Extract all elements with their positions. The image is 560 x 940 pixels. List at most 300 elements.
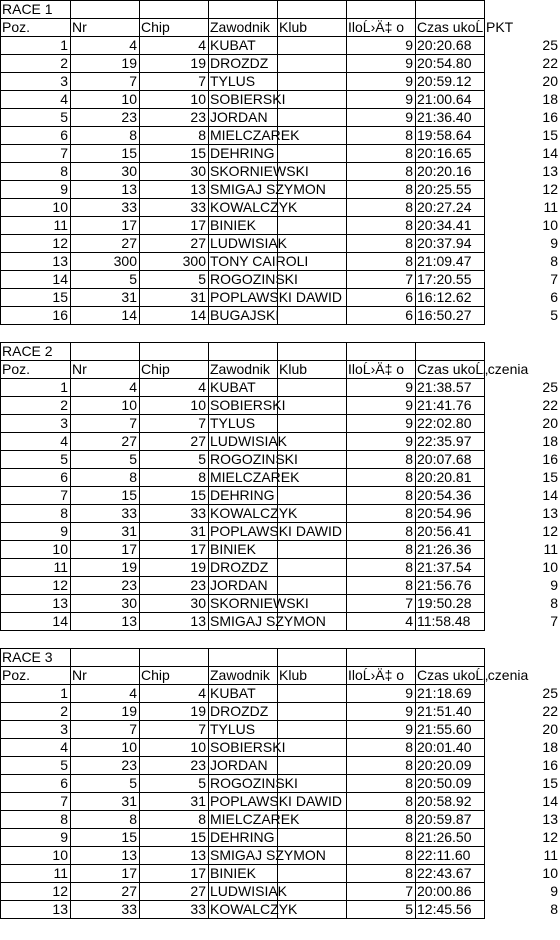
cell-chip: 14 [190, 307, 206, 323]
cell-points: 25 [542, 37, 558, 53]
cell-laps: 5 [405, 901, 413, 917]
cell-chip: 5 [198, 271, 206, 287]
cell-points: 9 [550, 577, 558, 593]
cell-number: 23 [121, 109, 137, 125]
cell-laps: 8 [405, 865, 413, 881]
cell-number: 31 [121, 523, 137, 539]
cell-points: 12 [542, 523, 558, 539]
cell-rider: POPLAWSKI DAWID [210, 523, 342, 539]
cell-points: 22 [542, 703, 558, 719]
cell-chip: 17 [190, 217, 206, 233]
cell-position: 13 [52, 595, 68, 611]
header-time: Czas ukoĹ„czenia [417, 361, 529, 377]
cell-laps: 9 [405, 685, 413, 701]
cell-rider: DEHRING [210, 829, 275, 845]
cell-rider: MIELCZAREK [210, 469, 300, 485]
cell-number: 10 [121, 739, 137, 755]
cell-chip: 10 [190, 91, 206, 107]
cell-number: 30 [121, 595, 137, 611]
cell-time: 22:43.67 [417, 865, 472, 881]
cell-position: 6 [60, 127, 68, 143]
cell-points: 9 [550, 883, 558, 899]
cell-laps: 8 [405, 127, 413, 143]
cell-time: 21:56.76 [417, 577, 472, 593]
cell-chip: 7 [198, 415, 206, 431]
cell-position: 11 [53, 217, 68, 233]
cell-number: 19 [121, 703, 137, 719]
cell-position: 8 [60, 505, 68, 521]
cell-rider: MIELCZAREK [210, 811, 300, 827]
cell-rider: JORDAN [210, 757, 268, 773]
cell-points: 6 [550, 289, 558, 305]
cell-time: 22:35.97 [417, 433, 472, 449]
cell-rider: DROZDZ [210, 559, 269, 575]
cell-chip: 27 [190, 235, 206, 251]
grid-line [0, 630, 485, 631]
header-club: Klub [279, 19, 308, 35]
cell-position: 6 [60, 775, 68, 791]
cell-number: 4 [129, 685, 137, 701]
cell-laps: 7 [405, 595, 413, 611]
cell-laps: 9 [405, 55, 413, 71]
cell-laps: 9 [405, 73, 413, 89]
cell-rider: KUBAT [210, 685, 256, 701]
cell-number: 17 [121, 865, 137, 881]
cell-position: 13 [52, 253, 68, 269]
cell-time: 21:41.76 [417, 397, 472, 413]
cell-position: 5 [60, 451, 68, 467]
cell-rider: SOBIERSKI [210, 739, 286, 755]
cell-number: 13 [121, 613, 137, 629]
cell-points: 10 [542, 865, 558, 881]
cell-rider: ROGOZINSKI [210, 775, 298, 791]
cell-chip: 33 [190, 901, 206, 917]
cell-points: 16 [542, 757, 558, 773]
cell-points: 18 [542, 91, 558, 107]
cell-time: 21:36.40 [417, 109, 472, 125]
cell-laps: 9 [405, 109, 413, 125]
cell-laps: 8 [405, 163, 413, 179]
cell-position: 8 [60, 163, 68, 179]
cell-number: 31 [121, 289, 137, 305]
cell-points: 10 [542, 559, 558, 575]
cell-points: 18 [542, 739, 558, 755]
cell-position: 1 [60, 685, 68, 701]
cell-points: 20 [542, 721, 558, 737]
cell-number: 300 [113, 253, 137, 269]
cell-points: 10 [542, 217, 558, 233]
cell-points: 18 [542, 433, 558, 449]
header-chip: Chip [141, 19, 170, 35]
cell-position: 8 [60, 811, 68, 827]
cell-chip: 5 [198, 451, 206, 467]
cell-points: 15 [542, 127, 558, 143]
cell-position: 6 [60, 469, 68, 485]
cell-number: 5 [129, 271, 137, 287]
cell-number: 19 [121, 55, 137, 71]
cell-laps: 8 [405, 739, 413, 755]
cell-chip: 30 [190, 595, 206, 611]
header-points [484, 360, 560, 378]
cell-chip: 4 [198, 379, 206, 395]
header-chip: Chip [141, 667, 170, 683]
cell-time: 21:26.36 [417, 541, 472, 557]
cell-rider: KOWALCZYK [210, 505, 298, 521]
cell-time: 17:20.55 [417, 271, 472, 287]
cell-chip: 23 [190, 109, 206, 125]
cell-position: 12 [52, 577, 68, 593]
cell-laps: 9 [405, 397, 413, 413]
cell-points: 16 [542, 109, 558, 125]
cell-rider: DROZDZ [210, 703, 269, 719]
cell-rider: SOBIERSKI [210, 397, 286, 413]
header-points [484, 666, 560, 684]
header-number: Nr [72, 19, 87, 35]
header-position: Poz. [2, 19, 31, 35]
cell-rider: TYLUS [210, 73, 256, 89]
header-position: Poz. [2, 361, 31, 377]
cell-time: 21:37.54 [417, 559, 472, 575]
cell-number: 5 [129, 775, 137, 791]
cell-rider: BUGAJSKI [210, 307, 280, 323]
cell-points: 16 [542, 451, 558, 467]
cell-position: 14 [52, 613, 68, 629]
cell-number: 27 [121, 883, 137, 899]
cell-laps: 8 [405, 451, 413, 467]
cell-number: 4 [129, 37, 137, 53]
cell-laps: 8 [405, 559, 413, 575]
cell-number: 4 [129, 379, 137, 395]
cell-rider: DROZDZ [210, 55, 269, 71]
cell-number: 23 [121, 577, 137, 593]
cell-time: 20:27.24 [417, 199, 472, 215]
cell-time: 20:59.12 [417, 73, 472, 89]
cell-number: 17 [121, 217, 137, 233]
cell-position: 13 [52, 901, 68, 917]
cell-points: 14 [542, 145, 558, 161]
cell-position: 12 [52, 883, 68, 899]
header-number: Nr [72, 361, 87, 377]
cell-rider: KUBAT [210, 37, 256, 53]
header-laps: IloĹ›Ä‡ o [348, 361, 405, 377]
cell-number: 7 [129, 415, 137, 431]
cell-rider: LUDWISIAK [210, 883, 288, 899]
cell-number: 19 [121, 559, 137, 575]
cell-points: 5 [550, 307, 558, 323]
race-title: RACE 3 [2, 649, 53, 665]
cell-rider: KUBAT [210, 379, 256, 395]
cell-points: 8 [550, 595, 558, 611]
cell-laps: 8 [405, 523, 413, 539]
cell-laps: 6 [405, 307, 413, 323]
header-rider: Zawodnik [210, 361, 270, 377]
cell-time: 22:11.60 [417, 847, 471, 863]
cell-points: 8 [550, 901, 558, 917]
cell-position: 9 [60, 523, 68, 539]
cell-chip: 23 [190, 757, 206, 773]
cell-position: 7 [60, 793, 68, 809]
cell-rider: JORDAN [210, 577, 268, 593]
race-title: RACE 1 [2, 1, 53, 17]
cell-laps: 9 [405, 703, 413, 719]
cell-rider: SKORNIEWSKI [210, 163, 309, 179]
cell-points: 9 [550, 235, 558, 251]
cell-rider: BINIEK [210, 865, 256, 881]
cell-points: 13 [542, 811, 558, 827]
cell-number: 8 [129, 469, 137, 485]
cell-laps: 8 [405, 847, 413, 863]
cell-time: 20:01.40 [417, 739, 472, 755]
cell-laps: 7 [405, 271, 413, 287]
cell-chip: 19 [190, 55, 206, 71]
cell-laps: 9 [405, 91, 413, 107]
cell-rider: BINIEK [210, 541, 256, 557]
cell-time: 20:34.41 [417, 217, 472, 233]
cell-chip: 7 [198, 721, 206, 737]
cell-chip: 13 [190, 613, 206, 629]
cell-points: 15 [542, 775, 558, 791]
cell-rider: ROGOZINSKI [210, 451, 298, 467]
cell-chip: 31 [190, 523, 206, 539]
cell-chip: 10 [190, 397, 206, 413]
cell-position: 1 [60, 37, 68, 53]
cell-points: 13 [542, 505, 558, 521]
cell-laps: 9 [405, 37, 413, 53]
cell-laps: 9 [405, 379, 413, 395]
cell-points: 25 [542, 379, 558, 395]
cell-position: 2 [60, 397, 68, 413]
cell-number: 7 [129, 721, 137, 737]
cell-laps: 8 [405, 775, 413, 791]
cell-chip: 27 [190, 883, 206, 899]
cell-time: 21:51.40 [417, 703, 472, 719]
cell-time: 20:56.41 [417, 523, 472, 539]
cell-number: 14 [121, 307, 137, 323]
cell-rider: SOBIERSKI [210, 91, 286, 107]
cell-time: 20:54.80 [417, 55, 472, 71]
cell-position: 3 [60, 415, 68, 431]
cell-chip: 15 [190, 829, 206, 845]
header-time: Czas ukoĹ„czenia [417, 667, 529, 683]
grid-line [0, 918, 485, 919]
cell-time: 20:54.36 [417, 487, 472, 503]
cell-time: 20:20.09 [417, 757, 472, 773]
cell-time: 21:38.57 [417, 379, 472, 395]
cell-number: 7 [129, 73, 137, 89]
cell-rider: KOWALCZYK [210, 901, 298, 917]
cell-laps: 8 [405, 541, 413, 557]
cell-number: 27 [121, 433, 137, 449]
cell-points: 25 [542, 685, 558, 701]
cell-points: 15 [542, 469, 558, 485]
header-position: Poz. [2, 667, 31, 683]
header-number: Nr [72, 667, 87, 683]
cell-time: 20:20.81 [417, 469, 472, 485]
cell-chip: 30 [190, 163, 206, 179]
cell-chip: 10 [190, 739, 206, 755]
cell-rider: DEHRING [210, 487, 275, 503]
cell-position: 3 [60, 721, 68, 737]
cell-rider: ROGOZINSKI [210, 271, 298, 287]
cell-position: 4 [60, 739, 68, 755]
cell-chip: 23 [190, 577, 206, 593]
cell-time: 21:00.64 [417, 91, 472, 107]
cell-laps: 8 [405, 811, 413, 827]
cell-chip: 8 [198, 811, 206, 827]
cell-position: 1 [60, 379, 68, 395]
cell-chip: 13 [190, 847, 206, 863]
cell-rider: TYLUS [210, 415, 256, 431]
cell-rider: POPLAWSKI DAWID [210, 793, 342, 809]
cell-rider: MIELCZAREK [210, 127, 300, 143]
cell-time: 21:18.69 [417, 685, 472, 701]
cell-rider: SKORNIEWSKI [210, 595, 309, 611]
cell-rider: JORDAN [210, 109, 268, 125]
cell-number: 10 [121, 91, 137, 107]
cell-time: 22:02.80 [417, 415, 472, 431]
cell-rider: TONY CAIROLI [210, 253, 309, 269]
cell-position: 11 [53, 559, 68, 575]
cell-time: 21:55.60 [417, 721, 472, 737]
cell-points: 11 [543, 541, 558, 557]
cell-points: 12 [542, 829, 558, 845]
cell-laps: 8 [405, 469, 413, 485]
cell-rider: LUDWISIAK [210, 433, 288, 449]
cell-points: 22 [542, 397, 558, 413]
cell-laps: 8 [405, 829, 413, 845]
cell-position: 10 [52, 199, 68, 215]
cell-laps: 8 [405, 505, 413, 521]
cell-laps: 7 [405, 883, 413, 899]
cell-time: 20:58.92 [417, 793, 472, 809]
cell-number: 33 [121, 199, 137, 215]
cell-number: 10 [121, 397, 137, 413]
cell-laps: 8 [405, 487, 413, 503]
cell-points: 14 [542, 487, 558, 503]
cell-position: 4 [60, 433, 68, 449]
cell-rider: SMIGAJ SZYMON [210, 613, 326, 629]
grid-line [0, 324, 485, 325]
cell-points: 12 [542, 181, 558, 197]
cell-chip: 8 [198, 469, 206, 485]
cell-number: 17 [121, 541, 137, 557]
cell-chip: 33 [190, 199, 206, 215]
cell-rider: KOWALCZYK [210, 199, 298, 215]
cell-number: 15 [121, 829, 137, 845]
cell-number: 23 [121, 757, 137, 773]
cell-time: 20:25.55 [417, 181, 472, 197]
cell-chip: 4 [198, 37, 206, 53]
cell-chip: 27 [190, 433, 206, 449]
cell-points: 11 [543, 847, 558, 863]
cell-number: 15 [121, 487, 137, 503]
cell-number: 33 [121, 901, 137, 917]
cell-laps: 9 [405, 433, 413, 449]
cell-number: 8 [129, 127, 137, 143]
cell-number: 13 [121, 181, 137, 197]
cell-rider: POPLAWSKI DAWID [210, 289, 342, 305]
cell-laps: 8 [405, 757, 413, 773]
cell-number: 27 [121, 235, 137, 251]
cell-position: 2 [60, 55, 68, 71]
cell-position: 14 [52, 271, 68, 287]
cell-time: 16:50.27 [417, 307, 472, 323]
cell-position: 2 [60, 703, 68, 719]
cell-laps: 8 [405, 235, 413, 251]
cell-chip: 19 [190, 703, 206, 719]
cell-chip: 5 [198, 775, 206, 791]
cell-chip: 17 [190, 541, 206, 557]
cell-laps: 9 [405, 721, 413, 737]
cell-rider: BINIEK [210, 217, 256, 233]
cell-position: 9 [60, 829, 68, 845]
cell-position: 10 [52, 541, 68, 557]
cell-number: 31 [121, 793, 137, 809]
cell-points: 22 [542, 55, 558, 71]
cell-position: 10 [52, 847, 68, 863]
header-points: PKT [486, 19, 514, 35]
cell-chip: 31 [190, 793, 206, 809]
cell-laps: 4 [405, 613, 413, 629]
cell-time: 20:37.94 [417, 235, 472, 251]
cell-chip: 4 [198, 685, 206, 701]
cell-laps: 8 [405, 199, 413, 215]
cell-position: 5 [60, 757, 68, 773]
cell-chip: 19 [190, 559, 206, 575]
cell-laps: 8 [405, 577, 413, 593]
cell-position: 4 [60, 91, 68, 107]
cell-position: 3 [60, 73, 68, 89]
cell-chip: 15 [190, 145, 206, 161]
cell-laps: 8 [405, 145, 413, 161]
cell-rider: SMIGAJ SZYMON [210, 847, 326, 863]
cell-time: 19:50.28 [417, 595, 472, 611]
cell-chip: 300 [182, 253, 206, 269]
cell-time: 20:59.87 [417, 811, 472, 827]
header-rider: Zawodnik [210, 667, 270, 683]
cell-rider: SMIGAJ SZYMON [210, 181, 326, 197]
race-title: RACE 2 [2, 343, 53, 359]
cell-points: 7 [550, 271, 558, 287]
cell-position: 12 [52, 235, 68, 251]
cell-points: 14 [542, 793, 558, 809]
cell-time: 12:45.56 [417, 901, 472, 917]
cell-chip: 33 [190, 505, 206, 521]
cell-time: 20:20.16 [417, 163, 472, 179]
cell-time: 20:54.96 [417, 505, 472, 521]
cell-laps: 8 [405, 793, 413, 809]
cell-time: 11:58.48 [417, 613, 471, 629]
cell-chip: 13 [190, 181, 206, 197]
cell-points: 7 [550, 613, 558, 629]
cell-position: 7 [60, 487, 68, 503]
cell-points: 20 [542, 73, 558, 89]
header-club: Klub [279, 667, 308, 683]
header-rider: Zawodnik [210, 19, 270, 35]
cell-chip: 17 [190, 865, 206, 881]
cell-rider: LUDWISIAK [210, 235, 288, 251]
cell-chip: 7 [198, 73, 206, 89]
header-laps: IloĹ›Ä‡ o [348, 667, 405, 683]
cell-time: 19:58.64 [417, 127, 472, 143]
cell-number: 5 [129, 451, 137, 467]
cell-position: 7 [60, 145, 68, 161]
header-laps: IloĹ›Ä‡ o [348, 19, 405, 35]
cell-position: 16 [52, 307, 68, 323]
cell-position: 15 [52, 289, 68, 305]
cell-time: 21:26.50 [417, 829, 472, 845]
header-time: Czas ukoĹ [417, 19, 484, 35]
